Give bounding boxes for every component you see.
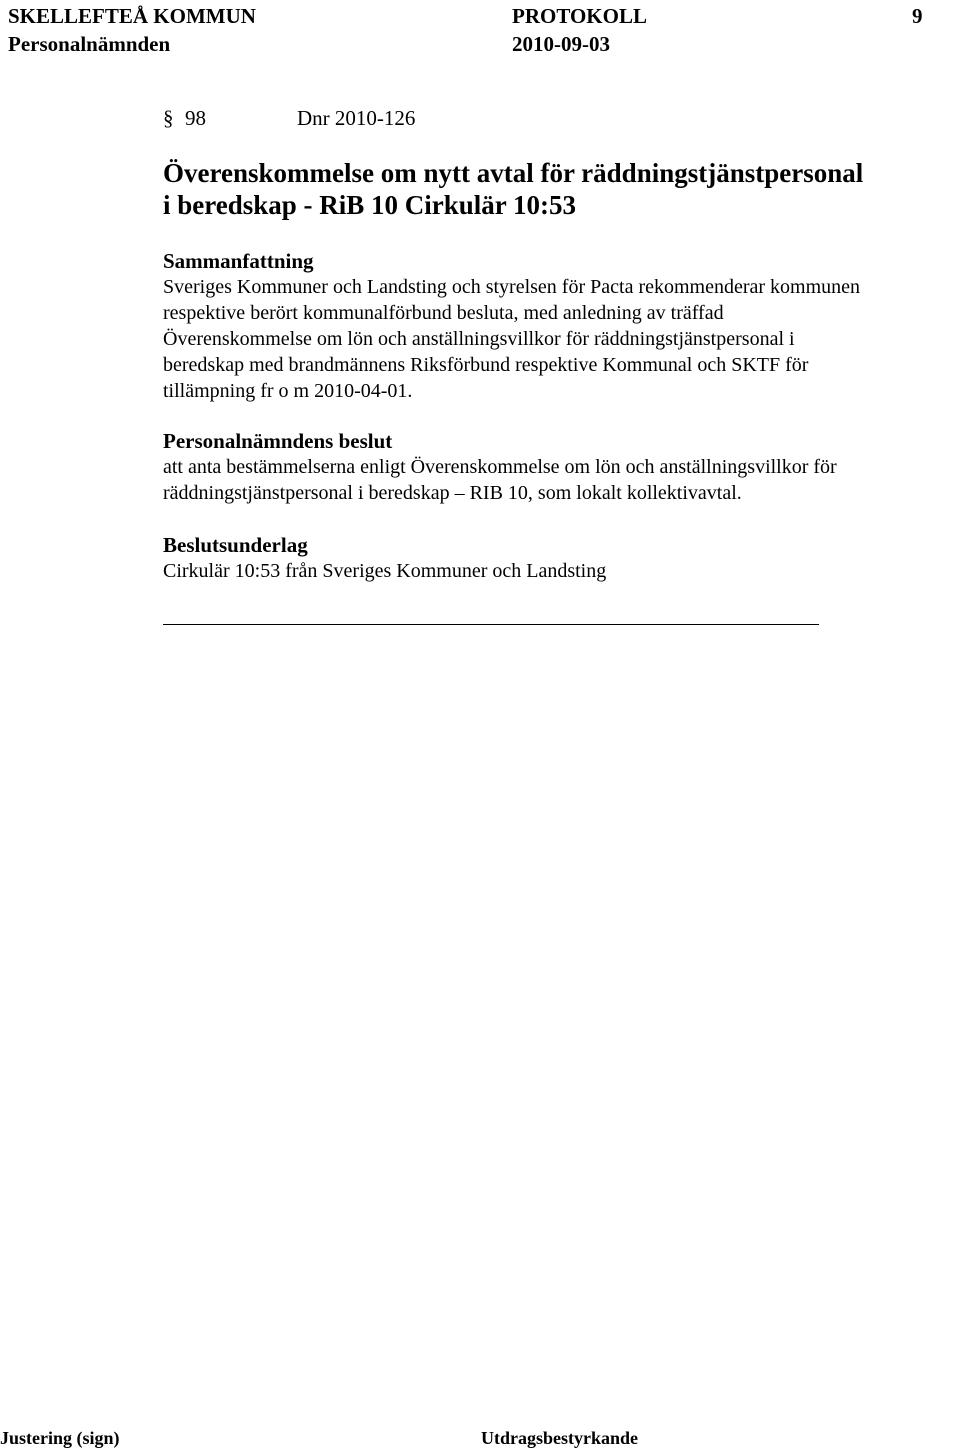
header-date: 2010-09-03 <box>512 32 610 56</box>
dnr: Dnr 2010-126 <box>297 106 416 130</box>
decision-section <box>163 428 953 506</box>
summary-heading: Sammanfattning <box>163 249 314 273</box>
summary-line: Överenskommelse om lön och anställningsvillkor för räddningstjänstpersonal i <box>163 328 795 350</box>
footer-utdragsbestyrkande: Utdragsbestyrkande <box>481 1428 639 1448</box>
section-sign: § <box>163 106 174 130</box>
summary-line: tillämpning fr o m 2010-04-01. <box>163 380 413 402</box>
basis-line: Cirkulär 10:53 från Sveriges Kommuner och Landsting <box>163 560 607 582</box>
summary-line: beredskap med brandmännens Riksförbund respektive Kommunal och SKTF för <box>163 354 809 376</box>
footer-justering: Justering (sign) <box>0 1428 120 1448</box>
paragraph-line <box>163 106 415 130</box>
summary-section <box>163 248 953 404</box>
summary-line: respektive berört kommunalförbund besluta, med anledning av träffad <box>163 302 724 324</box>
decision-line: räddningstjänstpersonal i beredskap – RIB 10, som lokalt kollektivavtal. <box>163 482 742 504</box>
basis-heading: Beslutsunderlag <box>163 533 308 557</box>
title-line-2: i beredskap - RiB 10 Cirkulär 10:53 <box>163 190 577 220</box>
header-page-number: 9 <box>912 4 923 28</box>
title-line-1: Överenskommelse om nytt avtal för räddningstjänstpersonal <box>163 158 864 188</box>
document-title <box>163 157 863 221</box>
paragraph-number: 98 <box>185 106 206 130</box>
header-department: Personalnämnden <box>8 32 171 56</box>
header-organization: SKELLEFTEÅ KOMMUN <box>8 4 256 28</box>
separator-line <box>163 624 819 625</box>
decision-line: att anta bestämmelserna enligt Överenskommelse om lön och anställningsvillkor för <box>163 456 837 478</box>
decision-heading: Personalnämndens beslut <box>163 429 393 453</box>
summary-line: Sveriges Kommuner och Landsting och styrelsen för Pacta rekommenderar kommunen <box>163 276 861 298</box>
basis-section <box>163 532 953 584</box>
header-doc-type: PROTOKOLL <box>512 4 647 28</box>
